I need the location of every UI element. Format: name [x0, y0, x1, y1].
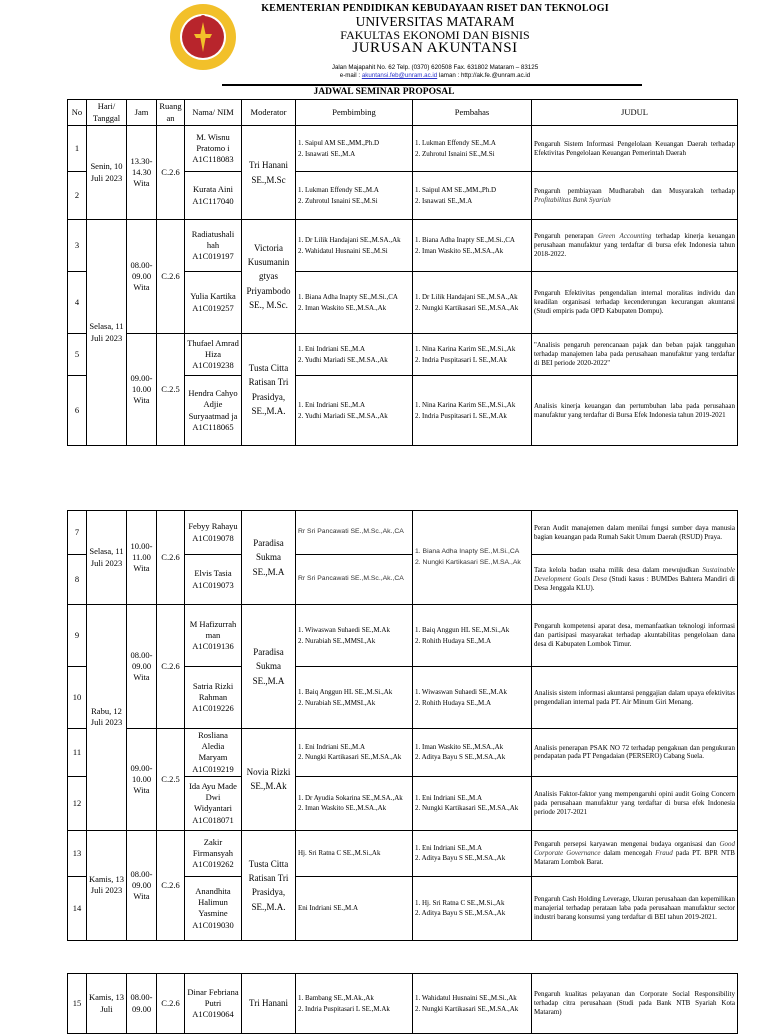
- examiner-1: 1. Wahidatul Husnaini SE.,M.Si.,Ak: [415, 993, 517, 1002]
- examiners: [413, 220, 532, 272]
- examiner-1: 1. Wiwaswan Suhaedi SE.,M.Ak: [415, 687, 507, 696]
- student-name: Rosliana Aledia Maryam A1C019219: [185, 729, 242, 777]
- address-block: [240, 64, 630, 81]
- moderator: Tusta Citta Ratisan Tri Prasidya, SE.,M.A.: [242, 334, 296, 446]
- thesis-title: Analisis sistem informasi akuntansi penggajian dalam upaya efektivitas pengendalian internal pada PT. Air Minum Giri Menang.: [532, 667, 738, 729]
- moderator: Paradisa Sukma SE.,M.A: [242, 605, 296, 729]
- student-name: Elvis Tasia A1C019073: [185, 555, 242, 605]
- examiner-2: 2. Aditya Bayu S SE.,M.SA.,Ak: [415, 753, 506, 762]
- row-room: C.2.6: [157, 974, 185, 1034]
- examiner-2: 2. Iman Waskito SE.,M.SA.,Ak: [415, 246, 504, 255]
- col-no: No: [68, 100, 87, 126]
- row-time: 08.00-09.00 Wita: [127, 605, 157, 729]
- faculty-name: FAKULTAS EKONOMI DAN BISNIS: [340, 27, 530, 42]
- student-name: Yulia Kartika A1C019257: [185, 272, 242, 334]
- student-name: Thufael Amrad Hiza A1C019238: [185, 334, 242, 376]
- supervisor-2: 2. Yudhi Mariadi SE.,M.SA.,Ak: [298, 355, 388, 364]
- table-row: [68, 605, 738, 667]
- schedule-table-page-1: [67, 99, 738, 446]
- row-no: 3: [68, 220, 87, 272]
- examiners: [413, 376, 532, 446]
- col-day: Hari/ Tanggal: [87, 100, 127, 126]
- examiner-2: 2. Zuhrotul Isnaini SE.,M.Si: [415, 149, 495, 158]
- schedule-title: JADWAL SEMINAR PROPOSAL: [313, 87, 455, 97]
- row-time: 09.00-10.00 Wita: [127, 729, 157, 831]
- supervisor-1: 1. Biana Adha Inapty SE.,M.Si.,CA: [298, 292, 398, 301]
- examiners: [413, 605, 532, 667]
- row-day: Rabu, 12 Juli 2023: [87, 605, 127, 831]
- row-time: 09.00-10.00 Wita: [127, 334, 157, 446]
- examiner-2: 2. Isnawati SE.,M.A: [415, 196, 473, 205]
- row-no: 9: [68, 605, 87, 667]
- row-time: 10.00-11.00 Wita: [127, 511, 157, 605]
- student-name: Hendra Cahyo Adjie Suryaatmad ja A1C118065: [185, 376, 242, 446]
- examiner-2: 2. Nungki Kartikasari SE.,M.SA.,Ak: [415, 804, 519, 813]
- supervisor-1: 1. Saipul AM SE.,MM.,Ph.D: [298, 138, 380, 147]
- student-name: Dinar Febriana Putri A1C019064: [185, 974, 242, 1034]
- website-text: laman : http://ak.fe.@unram.ac.id: [438, 72, 531, 80]
- row-room: C.2.6: [157, 220, 185, 334]
- examiners: [413, 974, 532, 1034]
- examiner-2: 2. Aditya Bayu S SE.,M.SA.,Ak: [415, 909, 506, 918]
- supervisor-1: 1. Eni Indriani SE.,M.A: [298, 742, 366, 751]
- student-name: Satria Rizki Rahman A1C019226: [185, 667, 242, 729]
- col-supervisor: Pembimbing: [296, 100, 413, 126]
- student-name: Kurata Aini A1C117040: [185, 172, 242, 220]
- moderator: Tusta Citta Ratisan Tri Prasidya, SE.,M.A.: [242, 830, 296, 940]
- examiner-1: 1. Lukman Effendy SE.,M.A: [415, 138, 496, 147]
- examiner-1: 1. Eni Indriani SE.,M.A: [415, 793, 483, 802]
- department-name: JURUSAN AKUNTANSI: [352, 40, 518, 57]
- supervisor-2: 2. Iman Waskito SE.,M.SA.,Ak: [298, 303, 387, 312]
- student-name: Anandhita Halimun Yasmine A1C019030: [185, 876, 242, 940]
- supervisors: [296, 667, 413, 729]
- supervisors: [296, 729, 413, 777]
- row-time: 08.00-09.00 Wita: [127, 830, 157, 940]
- supervisors: [296, 776, 413, 830]
- examiner-1: 1. Nina Karina Karim SE.,M.Si.,Ak: [415, 344, 516, 353]
- student-name: Radiatushali hah A1C019197: [185, 220, 242, 272]
- supervisor-2: 2. Iman Waskito SE.,M.SA.,Ak: [298, 804, 387, 813]
- examiner-1: 1. Hj. Sri Ratna C SE.,M.Si.,Ak: [415, 898, 505, 907]
- col-title: JUDUL: [532, 100, 738, 126]
- moderator: Tri Hanani: [242, 974, 296, 1034]
- examiners: [413, 776, 532, 830]
- row-day: Kamis, 13 Juli: [87, 974, 127, 1034]
- supervisor-2: 2. Indria Puspitasari L SE.,M.Ak: [298, 1004, 390, 1013]
- schedule-table-page-3: [67, 973, 738, 1034]
- university-name: UNIVERSITAS MATARAM: [355, 13, 515, 29]
- supervisor-1: 1. Bambang SE.,M.Ak.,Ak: [298, 993, 374, 1002]
- examiner-2: 2. Indria Puspitasari L SE.,M.Ak: [415, 355, 507, 364]
- row-room: C.2.6: [157, 511, 185, 605]
- examiners: [413, 729, 532, 777]
- thesis-title: Pengaruh pembiayaan Mudharabah dan Musyarakah terhadap Profitabilitas Bank Syariah: [532, 172, 738, 220]
- table-row: [68, 511, 738, 555]
- supervisor-2: 2. Isnawati SE.,M.A: [298, 149, 356, 158]
- examiner-2: 2. Nungki Kartikasari SE.,M.SA.,Ak: [415, 1004, 519, 1013]
- thesis-title: Pengaruh persepsi karyawan mengenai budaya organisasi dan Good Corporate Governance dalam mencegah Fraud pada PT. BPR NTB Mataram Lombok Barat.: [532, 830, 738, 876]
- thesis-title: Pengaruh Cash Holding Leverage, Ukuran perusahaan dan kepemilikan manajerial terhadap perataan laba pada perusahaan manufaktur sector industri barang konsumsi yang terdaftar di BEI tahun 2019-2021.: [532, 876, 738, 940]
- supervisor-2: 2. Nurabiah SE.,MMSI.,Ak: [298, 636, 376, 645]
- supervisor-2: 2. Zuhrotul Isnaini SE.,M.Si: [298, 196, 378, 205]
- examiner-1: 1. Dr Lilik Handajani SE.,M.SA.,Ak: [415, 292, 518, 301]
- examiners: [413, 667, 532, 729]
- col-time: Jam: [127, 100, 157, 126]
- thesis-title: Pengaruh kompetensi aparat desa, memanfaatkan teknologi informasi dan partisipasi masyarakat terhadap akuntabilitas pengelolaan dana desa di Kabupaten Lombok Timur.: [532, 605, 738, 667]
- supervisors: [296, 334, 413, 376]
- university-logo-icon: [168, 2, 238, 72]
- examiner-1: 1. Saipul AM SE.,MM.,Ph.D: [415, 185, 497, 194]
- row-day: Kamis, 13 Juli 2023: [87, 830, 127, 940]
- supervisor-1: 1. Wiwaswan Suhaedi SE.,M.Ak: [298, 625, 390, 634]
- row-day: Selasa, 11 Juli 2023: [87, 220, 127, 446]
- row-day: Selasa, 11 Juli 2023: [87, 511, 127, 605]
- thesis-title: "Analisis pengaruh perencanaan pajak dan beban pajak tangguhan terhadap manajemen laba pada perusahaan manufaktur yang terdaftar di BEI periode 2020-2022": [532, 334, 738, 376]
- row-room: C.2.6: [157, 605, 185, 729]
- supervisors: [296, 220, 413, 272]
- examiners: [413, 126, 532, 172]
- row-no: 8: [68, 555, 87, 605]
- row-day: Senin, 10 Juli 2023: [87, 126, 127, 220]
- table-row: [68, 729, 738, 777]
- supervisor-1: Rr Sri Pancawati SE.,M.Sc.,Ak.,CA: [296, 555, 413, 605]
- supervisor-2: 2. Yudhi Mariadi SE.,M.SA.,Ak: [298, 411, 388, 420]
- examiner-2: 2. Rohith Hudaya SE.,M.A: [415, 698, 492, 707]
- row-room: C.2.6: [157, 126, 185, 220]
- examiner-1: 1. Biana Adha Inapty SE.,M.Si.,CA: [415, 235, 515, 244]
- row-no: 12: [68, 776, 87, 830]
- thesis-title: Analisis kinerja keuangan dan pertumbuhan laba pada perusahaan manufaktur yang terdaftar di Bursa Efek Indonesia tahun 2019-2021: [532, 376, 738, 446]
- student-name: Ida Ayu Made Dwi Widyantari A1C018071: [185, 776, 242, 830]
- examiners: [413, 876, 532, 940]
- col-examiner: Pembahas: [413, 100, 532, 126]
- row-no: 1: [68, 126, 87, 172]
- row-no: 7: [68, 511, 87, 555]
- supervisor-1: 1. Dr Lilik Handajani SE.,M.SA.,Ak: [298, 235, 401, 244]
- supervisors: [296, 172, 413, 220]
- row-no: 6: [68, 376, 87, 446]
- row-room: C.2.6: [157, 830, 185, 940]
- moderator: Tri Hanani SE.,M.Sc: [242, 126, 296, 220]
- examiner-2: 2. Aditya Bayu S SE.,M.SA.,Ak: [415, 854, 506, 863]
- row-time: 08.00-09.00 Wita: [127, 220, 157, 334]
- col-name: Nama/ NIM: [185, 100, 242, 126]
- supervisor-2: 2. Wahidatul Husnaini SE.,M.Si: [298, 246, 388, 255]
- examiner-2: 2. Indria Puspitasari L SE.,M.Ak: [415, 411, 507, 420]
- thesis-title: Peran Audit manajemen dalam menilai fungsi sumber daya manusia bagian keuangan pada Rumah Sakit Umum Daerah (RSUD) Praya.: [532, 511, 738, 555]
- table-row: [68, 126, 738, 172]
- supervisor-1: Eni Indriani SE.,M.A: [296, 876, 413, 940]
- examiners: [413, 511, 532, 605]
- supervisor-1: 1. Eni Indriani SE.,M.A: [298, 344, 366, 353]
- thesis-title: Pengaruh kualitas pelayanan dan Corporate Social Responsibility terhadap citra perusahaan (Studi pada Bank NTB Syariah Kota Mataram): [532, 974, 738, 1034]
- examiners: [413, 172, 532, 220]
- supervisor-1: 1. Baiq Anggun HL SE.,M.Si.,Ak: [298, 687, 393, 696]
- moderator: Paradisa Sukma SE.,M.A: [242, 511, 296, 605]
- row-room: C.2.5: [157, 334, 185, 446]
- examiners: [413, 334, 532, 376]
- row-no: 5: [68, 334, 87, 376]
- examiner-2: 2. Nungki Kartikasari SE.,M.SA.,Ak: [415, 558, 521, 566]
- examiners: [413, 272, 532, 334]
- address-line: Jalan Majapahit No. 62 Telp. (0370) 620508 Fax. 631802 Mataram – 83125: [331, 64, 539, 72]
- schedule-table-page-2: [67, 510, 738, 941]
- supervisors: [296, 272, 413, 334]
- supervisors: [296, 126, 413, 172]
- supervisor-1: 1. Eni Indriani SE.,M.A: [298, 400, 366, 409]
- row-no: 10: [68, 667, 87, 729]
- supervisor-2: 2. Nungki Kartikasari SE.,M.SA.,Ak: [298, 753, 402, 762]
- row-no: 14: [68, 876, 87, 940]
- table-row: [68, 830, 738, 876]
- supervisor-1: Rr Sri Pancawati SE.,M.Sc.,Ak.,CA: [296, 511, 413, 555]
- col-moderator: Moderator: [242, 100, 296, 126]
- supervisor-1: 1. Lukman Effendy SE.,M.A: [298, 185, 379, 194]
- row-no: 13: [68, 830, 87, 876]
- examiner-2: 2. Rohith Hudaya SE.,M.A: [415, 636, 492, 645]
- examiner-1: 1. Eni Indriani SE.,M.A: [415, 843, 483, 852]
- thesis-title: Tata kelola badan usaha milik desa dalam mewujudkan Sustainable Development Goals Desa (Studi kasus : BUMDes Bahtera Mandiri di Desa Jenggala KLU).: [532, 555, 738, 605]
- supervisor-2: 2. Nurabiah SE.,MMSI.,Ak: [298, 698, 376, 707]
- col-room: Ruang an: [157, 100, 185, 126]
- examiner-2: 2. Nungki Kartikasari SE.,M.SA.,Ak: [415, 303, 519, 312]
- thesis-title: Pengaruh Efektivitas pengendalian internal moralitas individu dan keadilan organisasi terhadap kecenderungan kecurangan akuntansi (Studi empiris pada OPD Kabupaten Dompu).: [532, 272, 738, 334]
- ministry-name: KEMENTERIAN PENDIDIKAN KEBUDAYAAN RISET DAN TEKNOLOGI: [261, 3, 609, 14]
- row-time: 08.00-09.00: [127, 974, 157, 1034]
- supervisor-1: Hj. Sri Ratna C SE.,M.Si.,Ak: [296, 830, 413, 876]
- supervisors: [296, 376, 413, 446]
- examiner-1: 1. Nina Karina Karim SE.,M.Si.,Ak: [415, 400, 516, 409]
- examiner-1: 1. Iman Waskito SE.,M.SA.,Ak: [415, 742, 504, 751]
- moderator: Novia Rizki SE.,M.Ak: [242, 729, 296, 831]
- examiner-1: 1. Baiq Anggun HL SE.,M.Si.,Ak: [415, 625, 510, 634]
- row-room: C.2.5: [157, 729, 185, 831]
- row-no: 2: [68, 172, 87, 220]
- student-name: M. Wisnu Pratomo i A1C118083: [185, 126, 242, 172]
- table-row: [68, 334, 738, 376]
- thesis-title: Pengaruh Sistem Informasi Pengelolaan Keuangan Daerah terhadap Efektivitas Pengelolaan Keuangan Pemerintah Daerah: [532, 126, 738, 172]
- header-rule: [222, 84, 642, 86]
- table-row: [68, 220, 738, 272]
- student-name: Febyy Rahayu A1C019078: [185, 511, 242, 555]
- examiners: [413, 830, 532, 876]
- moderator: Victoria Kusumanin gtyas Priyambodo SE., M.Sc.: [242, 220, 296, 334]
- supervisors: [296, 605, 413, 667]
- supervisor-1: 1. Dr Ayudia Sokarina SE.,M.SA.,Ak: [298, 793, 403, 802]
- examiner-1: 1. Biana Adha Inapty SE.,M.Si.,CA: [415, 547, 520, 555]
- student-name: M Hafizurrah man A1C019136: [185, 605, 242, 667]
- supervisors: [296, 974, 413, 1034]
- thesis-title: Analisis penerapan PSAK NO 72 terhadap pengakuan dan pengukuran pendapatan pada PT Pengadaian (PERSERO) Cabang Suela.: [532, 729, 738, 777]
- row-no: 4: [68, 272, 87, 334]
- thesis-title: Pengaruh penerapan Green Accounting terhadap kinerja keuangan perusahaan manufaktur yang terdaftar di bursa efek Indonesia tahun 2018-2022.: [532, 220, 738, 272]
- email-link[interactable]: akuntansi.feb@unram.ac.id: [361, 72, 438, 80]
- row-time: 13.30-14.30 Wita: [127, 126, 157, 220]
- row-no: 15: [68, 974, 87, 1034]
- row-no: 11: [68, 729, 87, 777]
- email-prefix: e-mail :: [339, 72, 361, 80]
- thesis-title: Analisis Faktor-faktor yang mempengaruhi opini audit Going Concern pada perusahaan manufaktur yang terdaftar di bursa efek Indonesia periode 2017-2021: [532, 776, 738, 830]
- table-row: [68, 974, 738, 1034]
- student-name: Zakir Firmansyah A1C019262: [185, 830, 242, 876]
